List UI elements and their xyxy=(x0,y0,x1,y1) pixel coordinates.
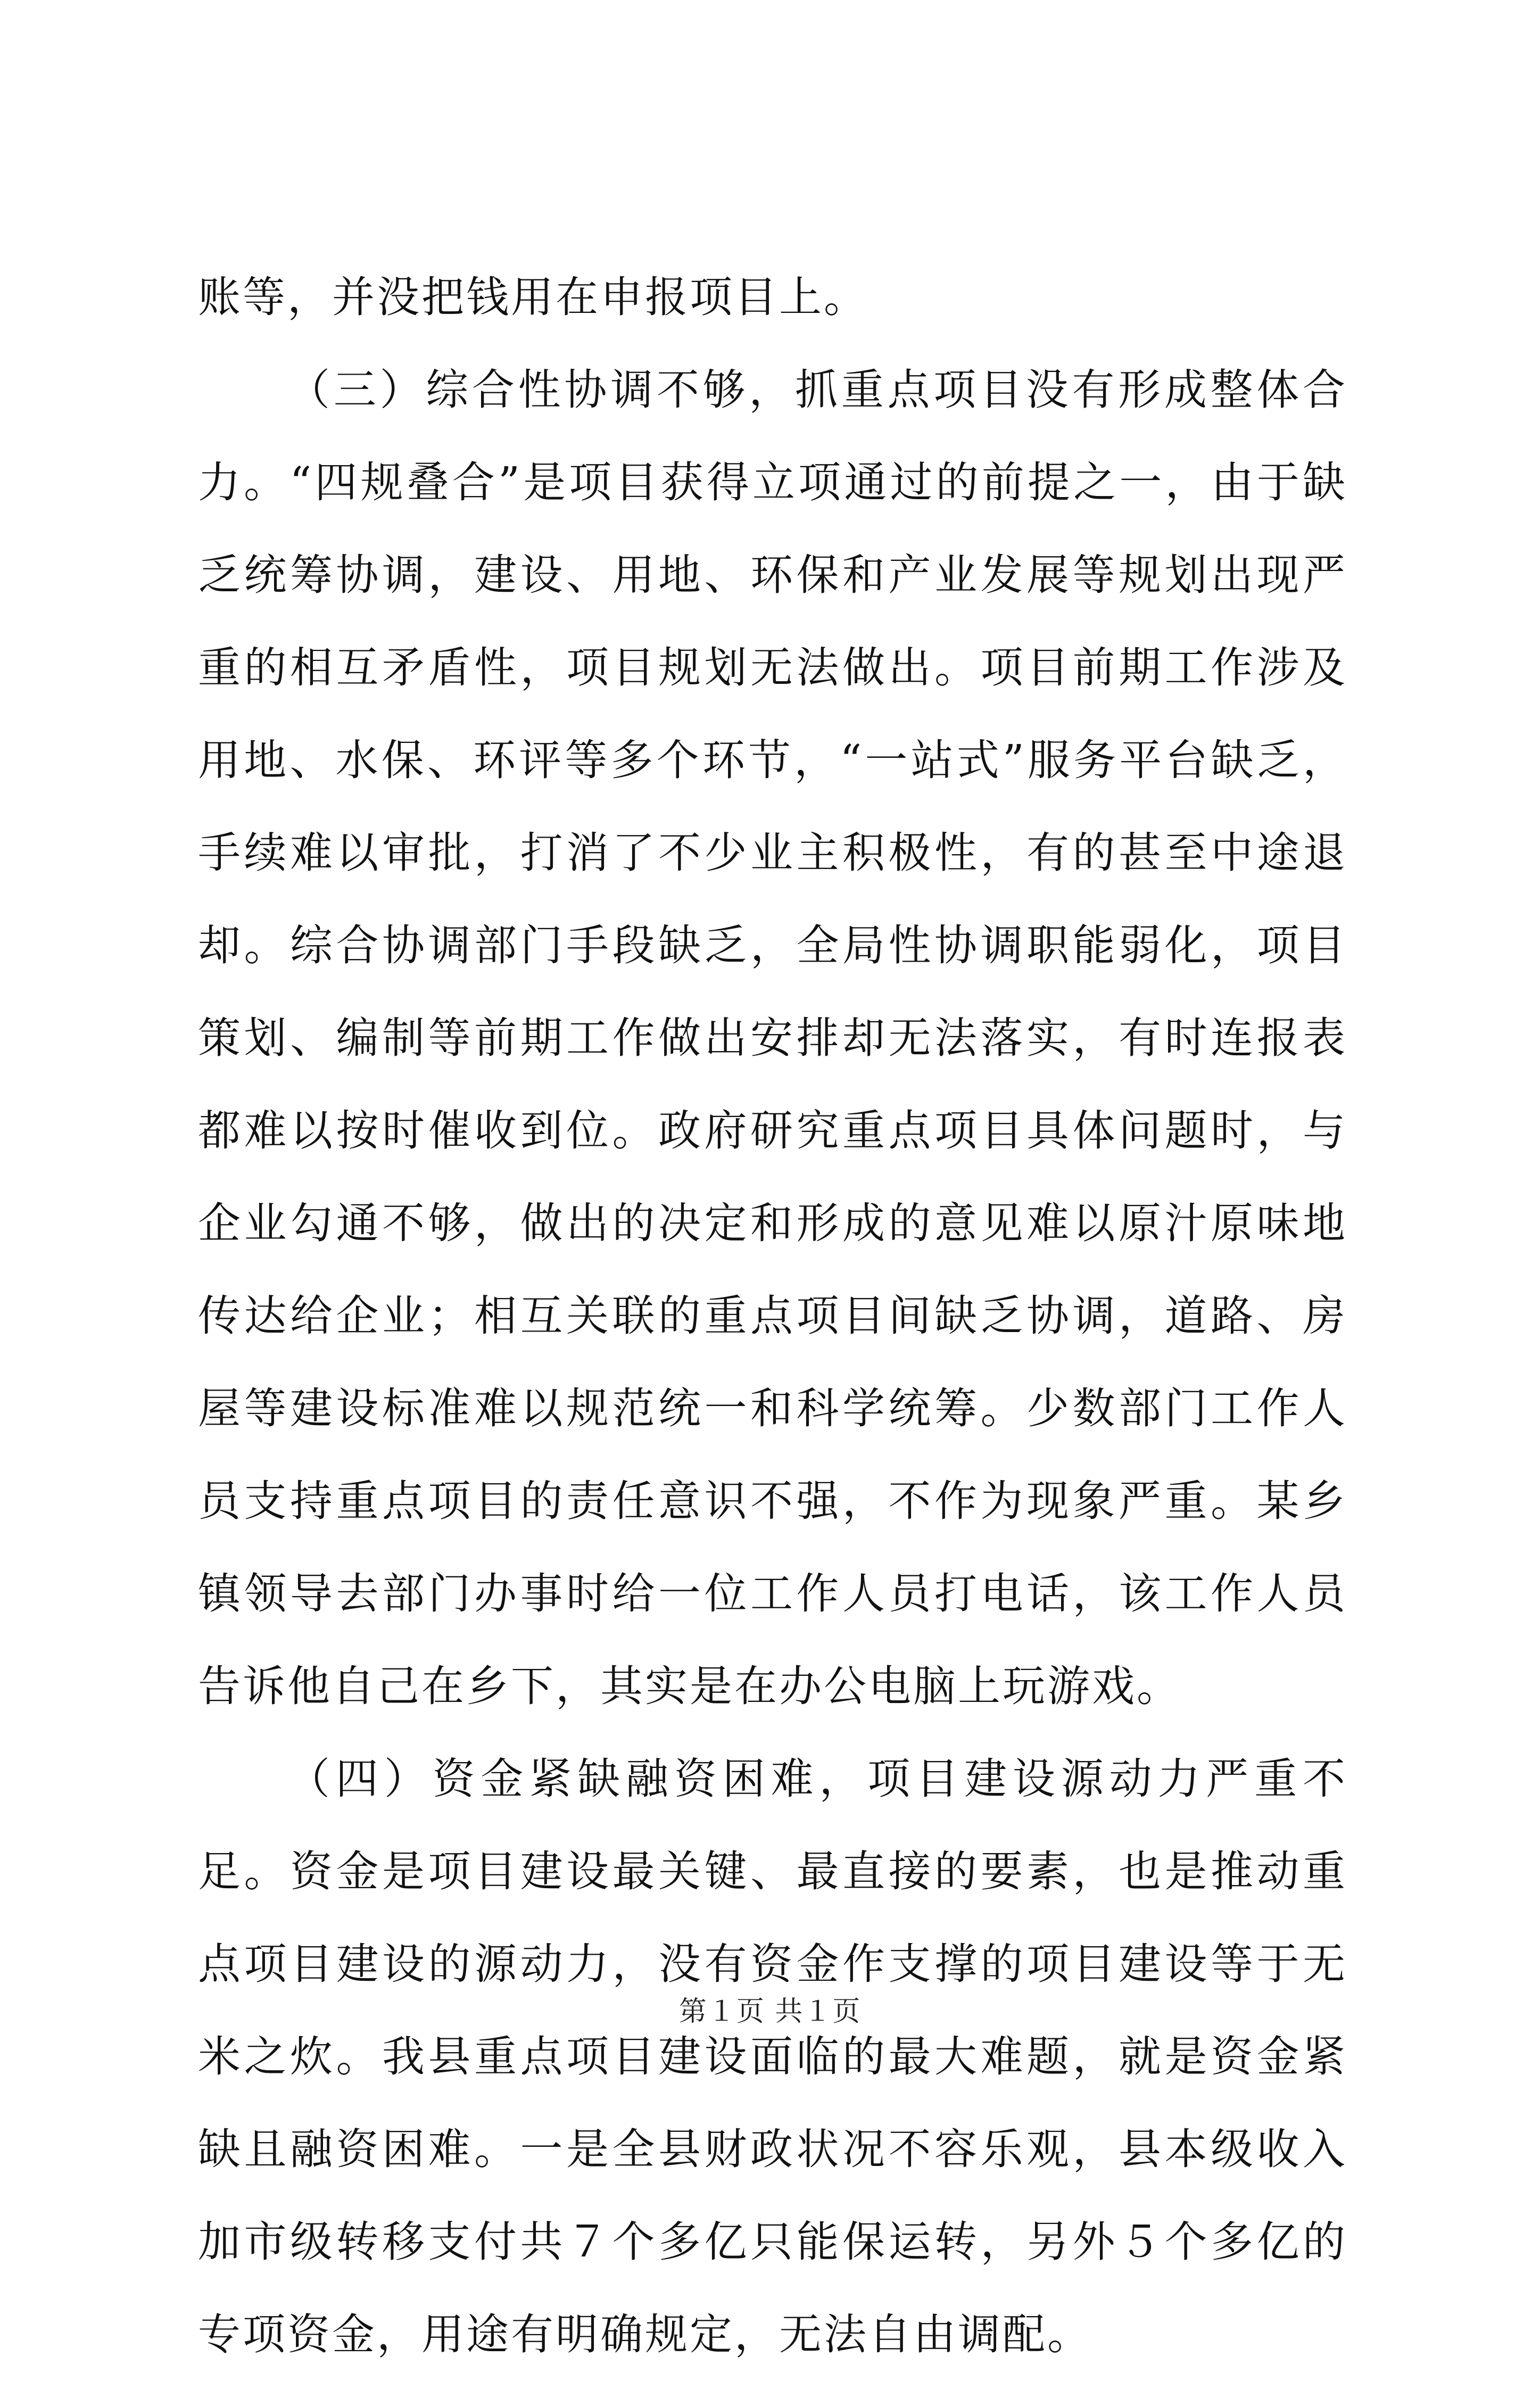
page-footer: 第１页 共１页 xyxy=(678,1996,862,2028)
paragraph-continuation: 账等，并没把钱用在申报项目上。 xyxy=(198,272,868,322)
paragraph-section-three: （三）综合性协调不够，抓重点项目没有形成整体合力。“四规叠合”是项目获得立项通过的前提之一，由于缺乏统筹协调，建设、用地、环保和产业发展等规划出现严重的相互矛盾性，项目规划无法做出。项目前期工作涉及用地、水保、环评等多个环节，“一站式”服务平台缺乏，手续难以审批，打消了不少业主积极性，有的甚至中途退却。综合协调部门手段缺乏，全局性协调职能弱化，项目策划、编制等前期工作做出安排却无法落实，有时连报表都难以按时催收到位。政府研究重点项目具体问题时，与企业勾通不够，做出的决定和形成的意见难以原汁原味地传达给企业；相互关联的重点项目间缺乏协调，道路、房屋等建设标准难以规范统一和科学统筹。少数部门工作人员支持重点项目的责任意识不强，不作为现象严重。某乡镇领导去部门办事时给一位工作人员打电话，该工作人员告诉他自己在乡下，其实是在办公电脑上玩游戏。 xyxy=(198,365,1347,1711)
document-body xyxy=(198,251,1347,2381)
paragraph-section-four: （四）资金紧缺融资困难，项目建设源动力严重不足。资金是项目建设最关键、最直接的要素，也是推动重点项目建设的源动力，没有资金作支撑的项目建设等于无米之炊。我县重点项目建设面临的最大难题，就是资金紧缺且融资困难。一是全县财政状况不容乐观，县本级收入加市级转移支付共７个多亿只能保运转，另外５个多亿的专项资金，用途有明确规定，无法自由调配。 xyxy=(198,1754,1347,2359)
